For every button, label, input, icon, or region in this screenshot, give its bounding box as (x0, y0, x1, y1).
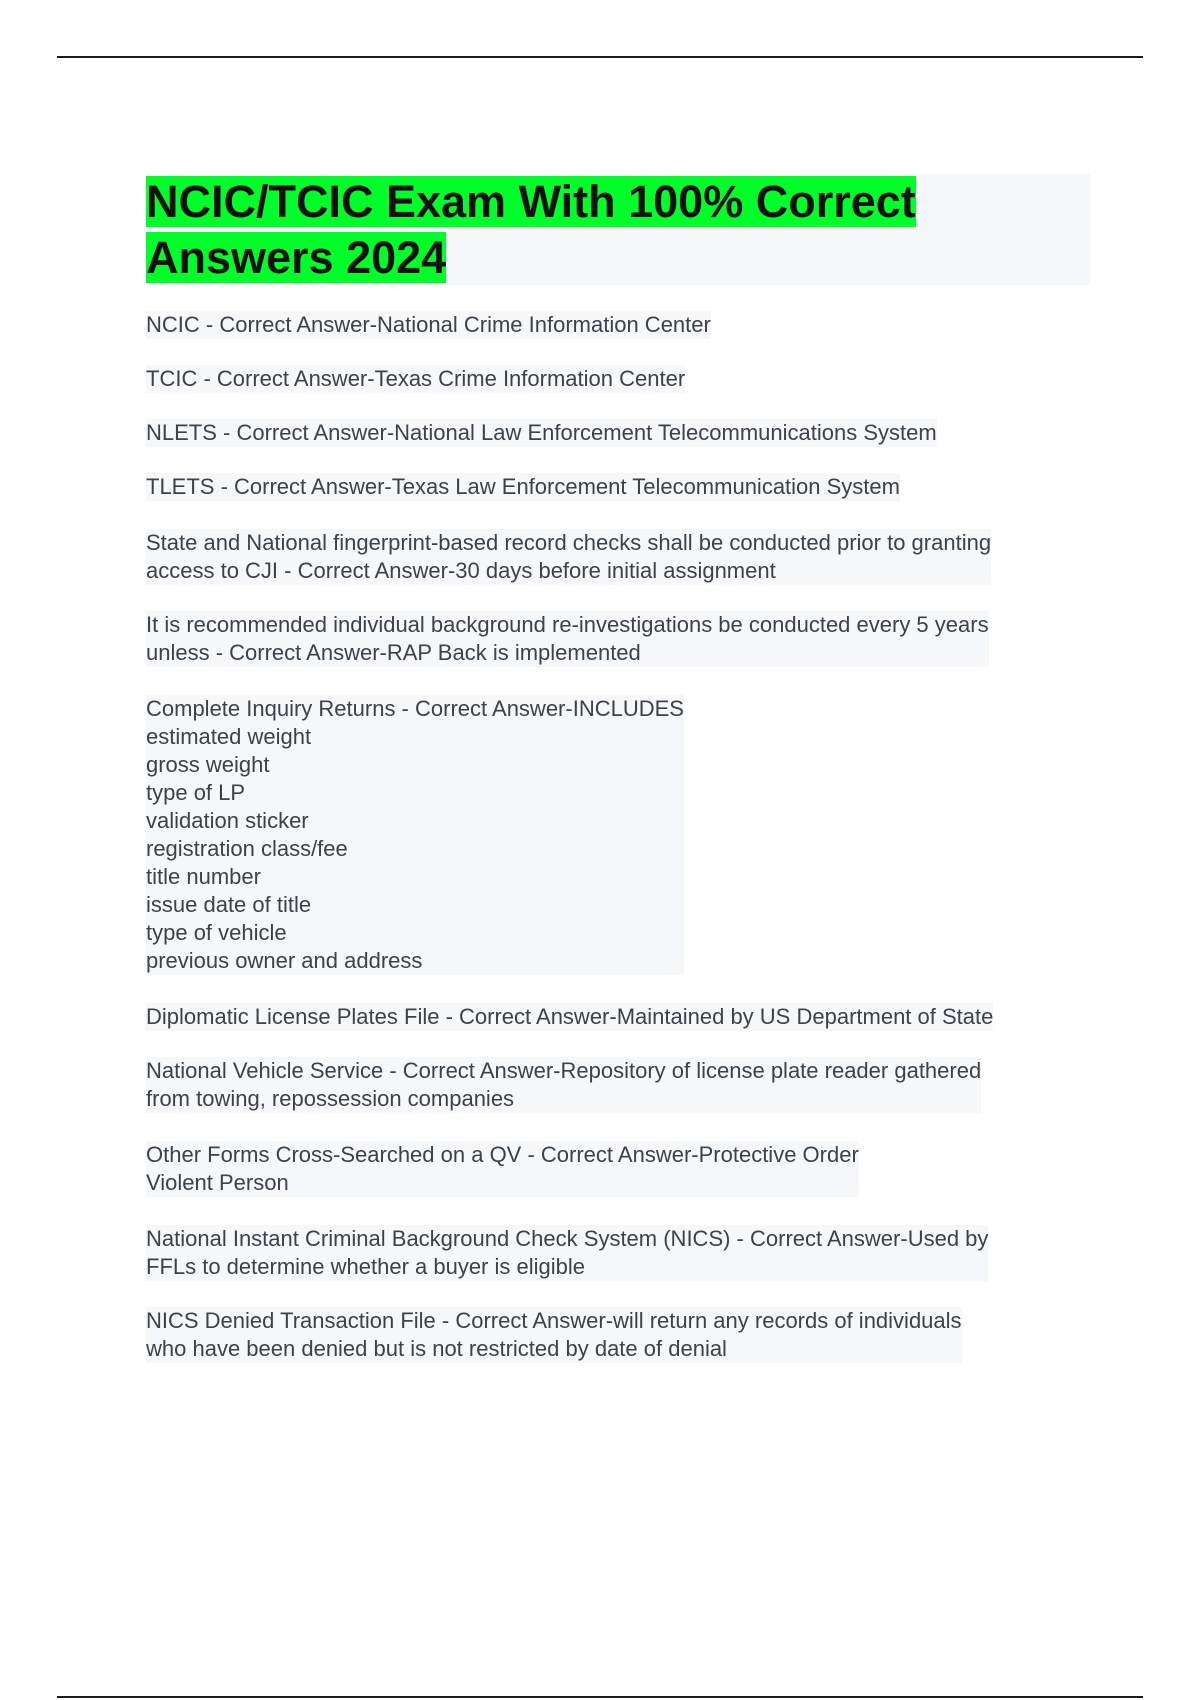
qa-item-complete-inquiry-returns: Complete Inquiry Returns - Correct Answer-INCLUDES estimated weight gross weight type of LP validation sticker registration class/fee title number issue date of title type of vehicle previous owner and address (146, 696, 684, 973)
page-title (146, 174, 1090, 286)
qa-item-ncic: NCIC - Correct Answer-National Crime Information Center (146, 312, 711, 337)
title-block (146, 174, 1090, 285)
qa-item-fingerprint-checks: State and National fingerprint-based record checks shall be conducted prior to granting access to CJI - Correct Answer-30 days before initial assignment (146, 530, 992, 583)
qa-item-reinvestigations: It is recommended individual background re-investigations be conducted every 5 years unless - Correct Answer-RAP Back is implemented (146, 612, 989, 665)
bottom-rule (57, 1696, 1143, 1698)
qa-item-nics-denied: NICS Denied Transaction File - Correct Answer-will return any records of individuals who have been denied but is not restricted by date of denial (146, 1308, 962, 1361)
qa-item-tlets: TLETS - Correct Answer-Texas Law Enforcement Telecommunication System (146, 474, 900, 499)
qa-item-nics: National Instant Criminal Background Check System (NICS) - Correct Answer-Used by FFLs to determine whether a buyer is eligible (146, 1226, 989, 1279)
qa-item-diplomatic-plates: Diplomatic License Plates File - Correct Answer-Maintained by US Department of State (146, 1004, 994, 1029)
top-rule (57, 56, 1143, 58)
title-line-2: Answers 2024 (146, 232, 447, 283)
qa-item-cross-searched-qv: Other Forms Cross-Searched on a QV - Correct Answer-Protective Order Violent Person (146, 1142, 859, 1195)
qa-item-nlets: NLETS - Correct Answer-National Law Enforcement Telecommunications System (146, 420, 937, 445)
qa-list (146, 311, 1106, 1363)
title-line-1: NCIC/TCIC Exam With 100% Correct (146, 176, 916, 227)
qa-item-national-vehicle-service: National Vehicle Service - Correct Answer-Repository of license plate reader gathered from towing, repossession companies (146, 1058, 982, 1111)
qa-item-tcic: TCIC - Correct Answer-Texas Crime Information Center (146, 366, 686, 391)
